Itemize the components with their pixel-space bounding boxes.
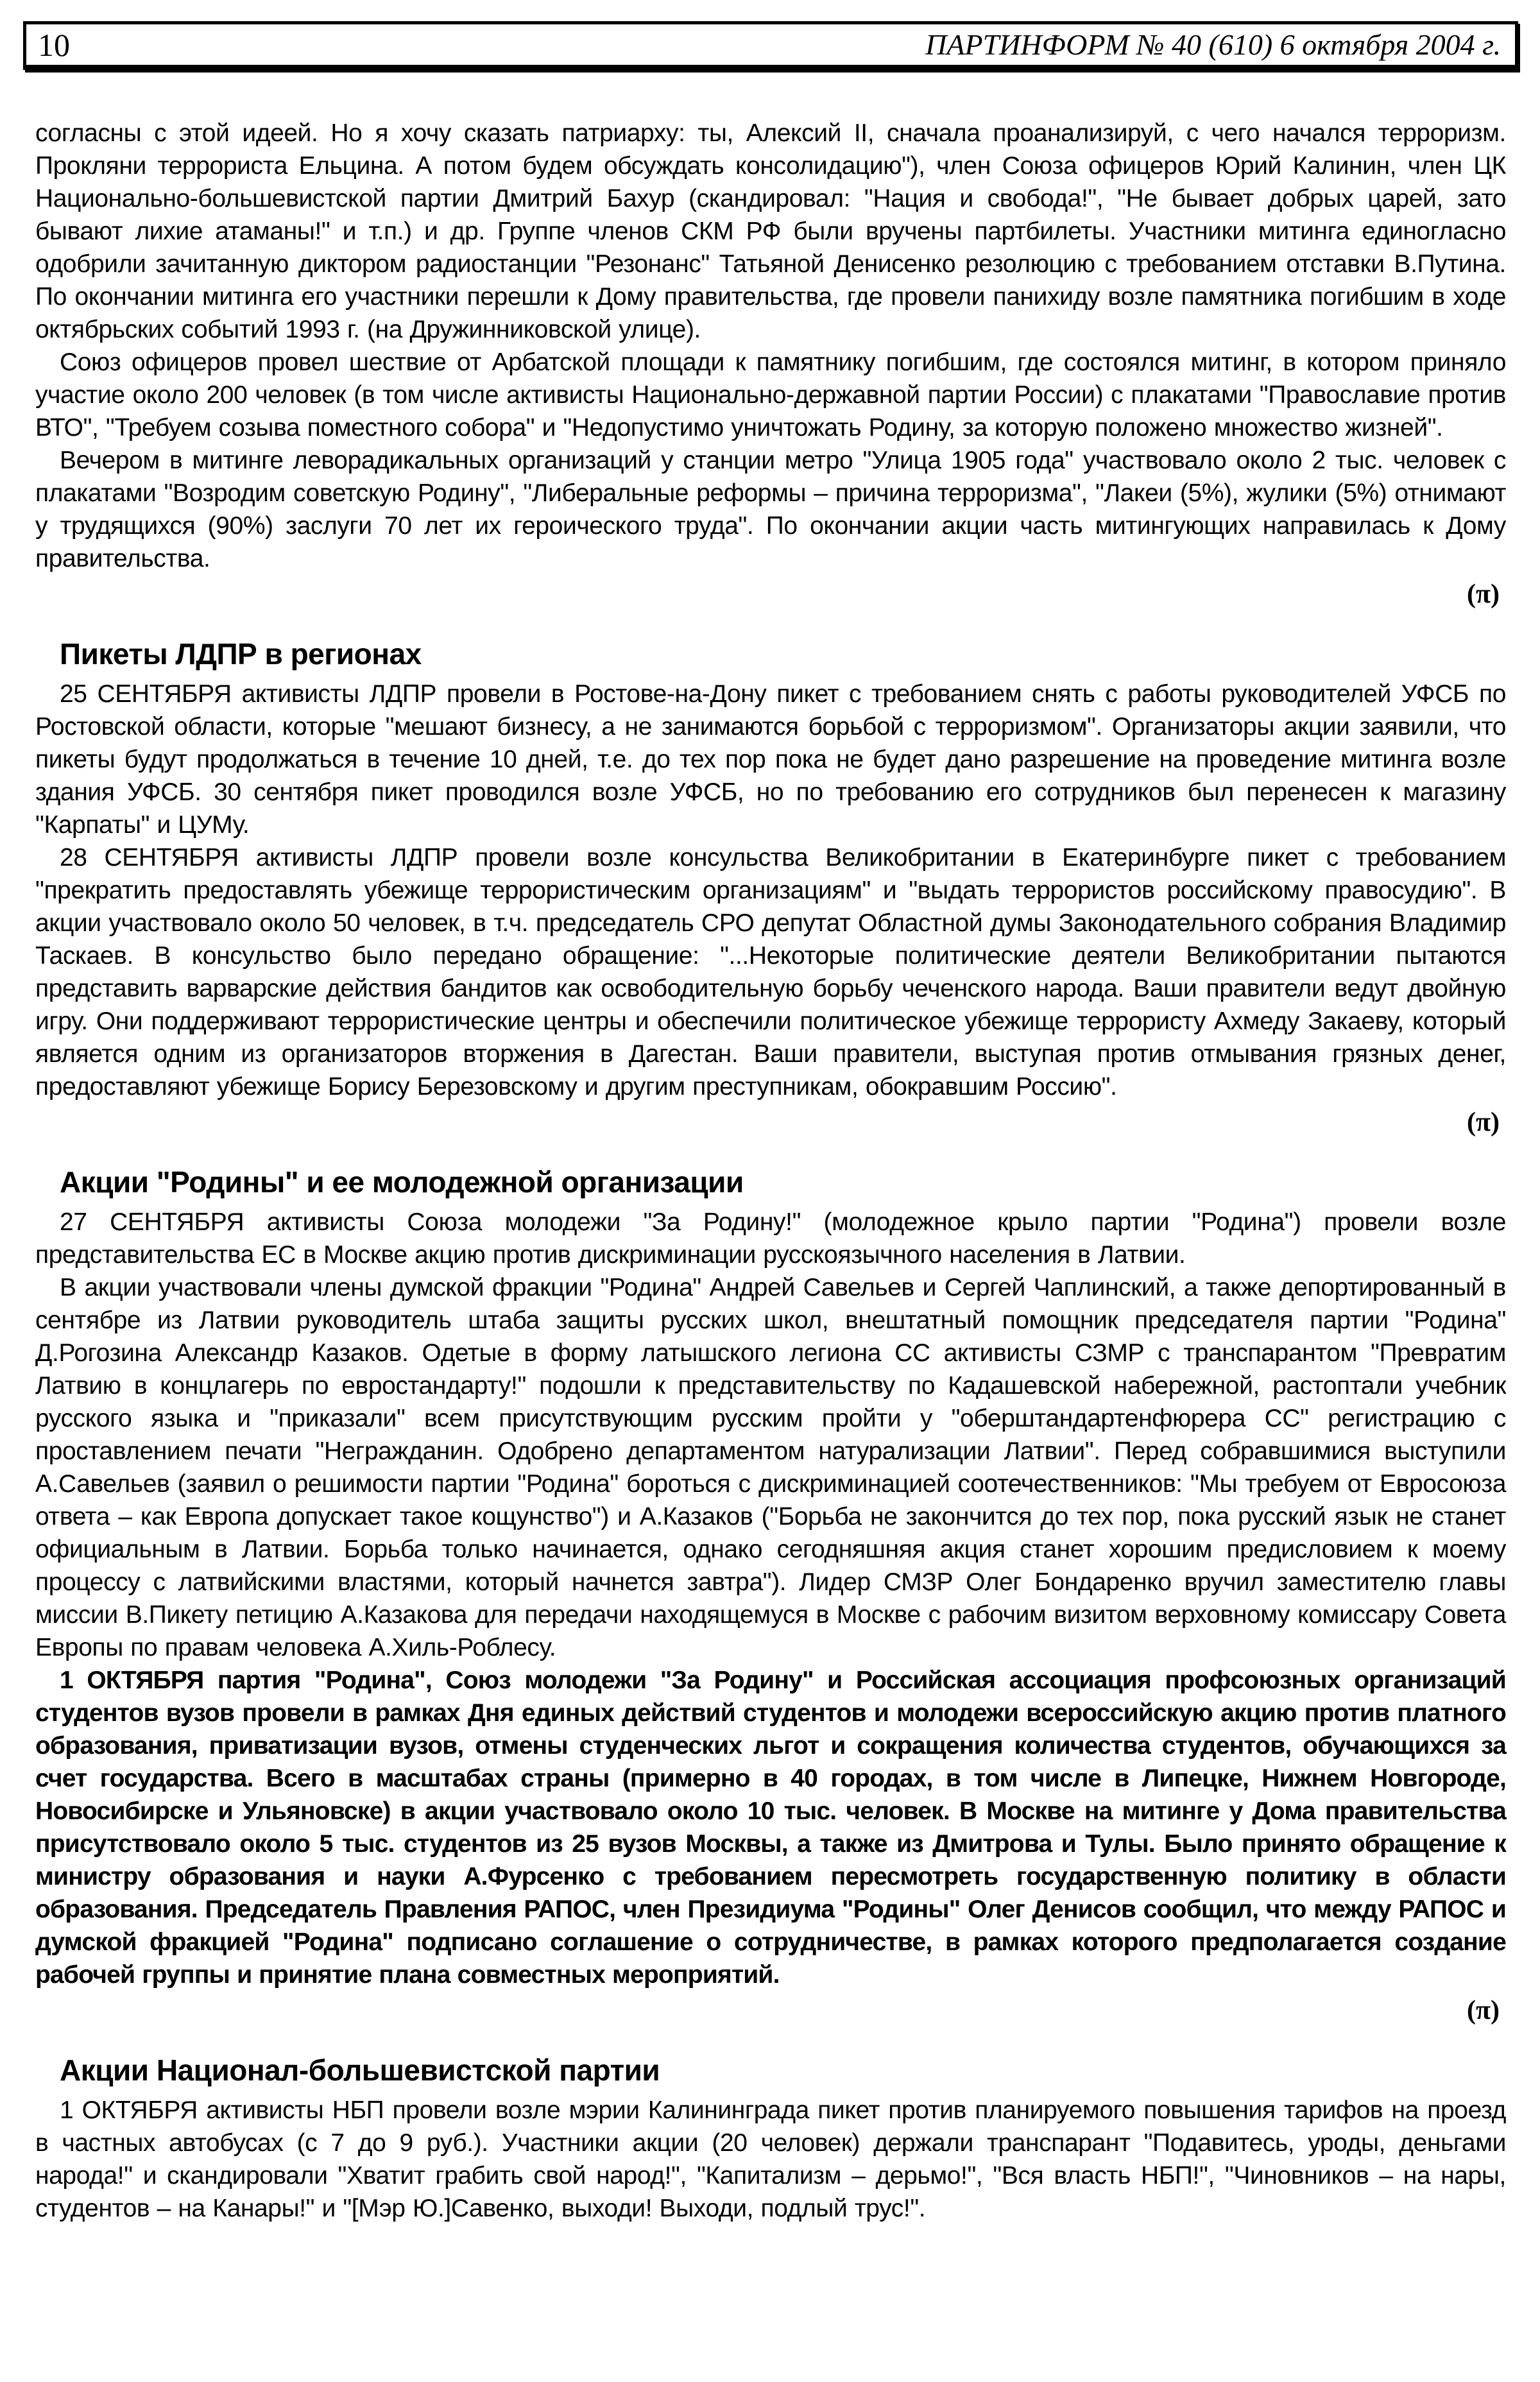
paragraph: 1 ОКТЯБРЯ партия "Родина", Союз молодежи "За Родину" и Российская ассоциация профсоюзных организаций студентов вузов провели в рамках Дня единых действий студентов и молодежи всероссийскую акцию против платного образования, приватизации вузов, отмены студенческих льгот и сокращения количества студентов, обучающихся за счет государства. Всего в масштабах страны (примерно в 40 городах, в том числе в Липецке, Нижнем Новгороде, Новосибирске и Ульяновске) в акции участвовало около 10 тыс. человек. В Москве на митинге у Дома правительства присутствовало около 5 тыс. студентов из 25 вузов Москвы, а также из Дмитрова и Тулы. Было принято обращение к министру образования и науки А.Фурсенко с требованием пересмотреть государственную политику в области образования. Председатель Правления РАПОС, член Президиума "Родины" Олег Денисов сообщил, что между РАПОС и думской фракцией "Родина" подписано соглашение о сотрудничестве, в рамках которого предполагается создание рабочей группы и принятие плана совместных мероприятий. (35, 1667, 1506, 1989)
article-body (35, 117, 1506, 2225)
page-number: 10 (38, 26, 70, 63)
paragraph: 1 ОКТЯБРЯ активисты НБП провели возле мэрии Калининграда пикет против планируемого повышения тарифов на проезд в частных автобусах (с 7 до 9 руб.). Участники акции (20 человек) держали транспарант "Подавитесь, уроды, деньгами народа!" и скандировали "Хватит грабить свой народ!", "Капитализм – дерьмо!", "Вся власть НБП!", "Чиновников – на нары, студентов – на Канары!" и "[Мэр Ю.]Савенко, выходи! Выходи, подлый трус!". (35, 2096, 1506, 2222)
pi-marker: (π) (1467, 1996, 1500, 2025)
paragraph: 25 СЕНТЯБРЯ активисты ЛДПР провели в Ростове-на-Дону пикет с требованием снять с работы руководителей УФСБ по Ростовской области, которые "мешают бизнесу, а не занимаются борьбой с терроризмом". Организаторы акции заявили, что пикеты будут продолжаться в течение 10 дней, т.е. до тех пор пока не будет дано разрешение на проведение митинга возле здания УФСБ. 30 сентября пикет проводился возле УФСБ, но по требованию его сотрудников был перенесен к магазину "Карпаты" и ЦУМу. (35, 680, 1506, 839)
paragraph: Вечером в митинге леворадикальных организаций у станции метро "Улица 1905 года" участвовало около 2 тыс. человек с плакатами "Возродим советскую Родину", "Либеральные реформы – причина терроризма", "Лакеи (5%), жулики (5%) отнимают у трудящихся (90%) заслуги 70 лет их героического труда". По окончании акции часть митингующих направилась к Дому правительства. (35, 447, 1506, 572)
paragraph: Союз офицеров провел шествие от Арбатской площади к памятнику погибшим, где состоялся митинг, в котором приняло участие около 200 человек (в том числе активисты Национально-державной партии России) с плакатами "Православие против ВТО", "Требуем созыва поместного собора" и "Недопустимо уничтожать Родину, за которую положено множество жизней". (35, 348, 1506, 441)
paragraph: 27 СЕНТЯБРЯ активисты Союза молодежи "За Родину!" (молодежное крыло партии "Родина") провели возле представительства ЕС в Москве акцию против дискриминации русскоязычного населения в Латвии. (35, 1208, 1506, 1269)
page-header (23, 21, 1518, 70)
paragraph: В акции участвовали члены думской фракции "Родина" Андрей Савельев и Сергей Чаплинский, а также депортированный в сентябре из Латвии руководитель штаба защиты русских школ, внештатный помощник председателя партии "Родина" Д.Рогозина Александр Казаков. Одетые в форму латышского легиона СС активисты СЗМР с транспарантом "Превратим Латвию в концлагерь по евростандарту!" подошли к представительству по Кадашевской набережной, растоптали учебник русского языка и "приказали" всем присутствующим русским пройти у "оберштандартенфюрера СС" регистрацию с проставлением печати "Негражданин. Одобрено департаментом натурализации Латвии". Перед собравшимися выступили А.Савельев (заявил о решимости партии "Родина" бороться с дискриминацией соотечественников: "Мы требуем от Евросоюза ответа – как Европа допускает такое кощунство") и А.Казаков ("Борьба не закончится до тех пор, пока русский язык не станет официальным в Латвии. Борьба только начинается, однако сегодняшняя акция станет хорошим предисловием к моему процессу с латвийскими властями, который начнется завтра"). Лидер СМЗР Олег Бондаренко вручил заместителю главы миссии В.Пикету петицию А.Казакова для передачи находящемуся в Москве с рабочим визитом верховному комиссару Совета Европы по правам человека А.Хиль-Роблесу. (35, 1274, 1506, 1661)
paragraph: 28 СЕНТЯБРЯ активисты ЛДПР провели возле консульства Великобритании в Екатеринбурге пикет с требованием "прекратить предоставлять убежище террористическим организациям" и "выдать террористов российскому правосудию". В акции участвовало около 50 человек, в т.ч. председатель СРО депутат Областной думы Законодательного собрания Владимир Таскаев. В консульство было передано обращение: "...Некоторые политические деятели Великобритании пытаются представить варварские действия бандитов как освободительную борьбу чеченского народа. Ваши правители ведут двойную игру. Они поддерживают террористические центры и обеспечили политическое убежище террористу Ахмеду Закаеву, который является одним из организаторов вторжения в Дагестан. Ваши правители, выступая против отмывания грязных денег, предоставляют убежище Борису Березовскому и другим преступникам, обокравшим Россию". (35, 844, 1506, 1101)
pi-marker: (π) (1467, 1108, 1500, 1137)
journal-title: ПАРТИНФОРМ № 40 (610) 6 октября 2004 г. (925, 28, 1501, 61)
section-heading: Акции "Родины" и ее молодежной организации (60, 1165, 744, 1199)
pi-marker: (π) (1467, 579, 1500, 609)
section-heading: Пикеты ЛДПР в регионах (60, 637, 422, 671)
paragraph: согласны с этой идеей. Но я хочу сказать патриарху: ты, Алексий II, сначала проанализируй, с чего начался терроризм. Прокляни террориста Ельцина. А потом будем обсуждать консолидацию"), член Союза офицеров Юрий Калинин, член ЦК Национально-большевистской партии Дмитрий Бахур (скандировал: "Нация и свобода!", "Не бывает добрых царей, зато бывают лихие атаманы!" и т.п.) и др. Группе членов СКМ РФ были вручены партбилеты. Участники митинга единогласно одобрили зачитанную диктором радиостанции "Резонанс" Татьяной Денисенко резолюцию с требованием отставки В.Путина. По окончании митинга его участники перешли к Дому правительства, где провели панихиду возле памятника погибшим в ходе октябрьских событий 1993 г. (на Дружинниковской улице). (35, 119, 1506, 343)
section-heading: Акции Национал-большевистской партии (60, 2053, 660, 2087)
